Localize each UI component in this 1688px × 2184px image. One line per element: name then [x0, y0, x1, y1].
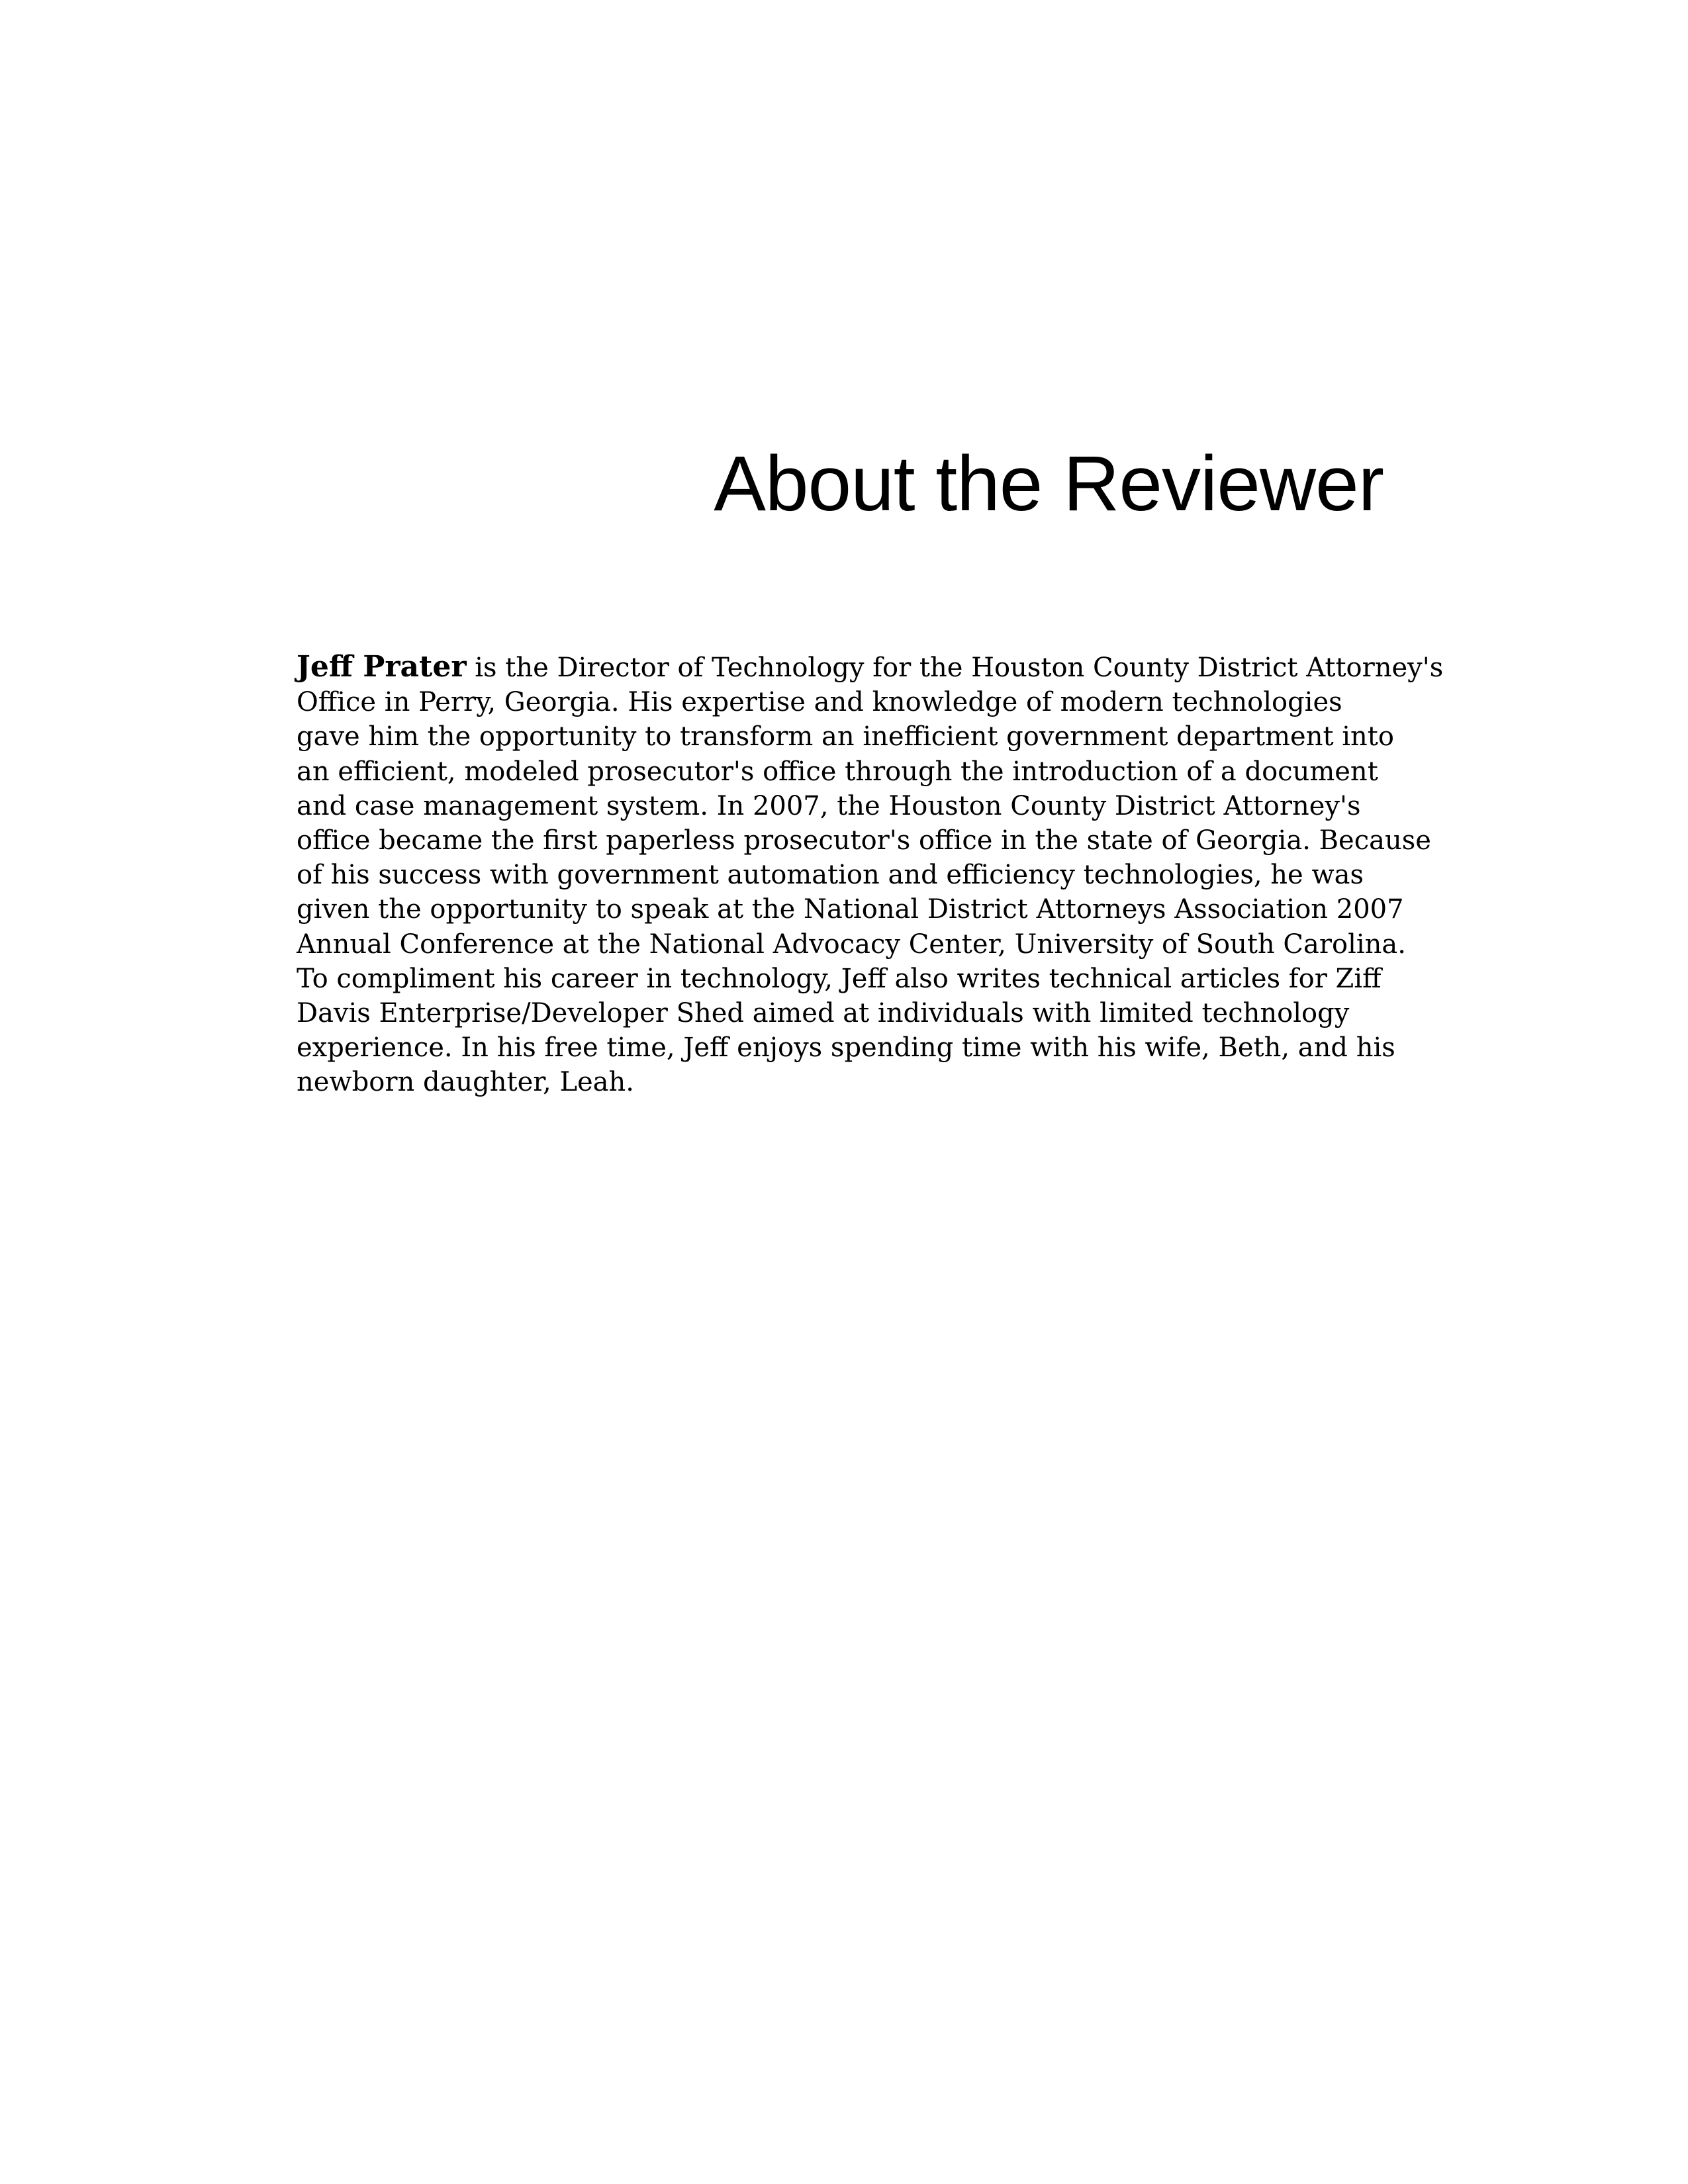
bio-line: an efficient, modeled prosecutor's office through the introduction of a document	[297, 756, 1378, 787]
bio-line: To compliment his career in technology, Jeff also writes technical articles for Ziff	[297, 963, 1382, 994]
bio-line: office became the first paperless prosecutor's office in the state of Georgia. Because	[297, 825, 1431, 856]
bio-line	[297, 650, 1444, 685]
bio-line: gave him the opportunity to transform an inefficient government department into	[297, 721, 1394, 752]
reviewer-name: Jeff Prater	[297, 650, 467, 684]
bio-line: of his success with government automation and efficiency technologies, he was	[297, 860, 1364, 891]
bio-line: Annual Conference at the National Advocacy Center, University of South Carolina.	[297, 929, 1406, 960]
bio-line: and case management system. In 2007, the Houston County District Attorney's	[297, 790, 1361, 821]
page-title: About the Reviewer	[714, 440, 1383, 527]
bio-line: Office in Perry, Georgia. His expertise and knowledge of modern technologies	[297, 687, 1342, 718]
bio-line-text: is the Director of Technology for the Houston County District Attorney's	[466, 653, 1444, 683]
bio-line: experience. In his free time, Jeff enjoys spending time with his wife, Beth, and his	[297, 1032, 1395, 1064]
bio-line: given the opportunity to speak at the National District Attorneys Association 2007	[297, 894, 1404, 925]
bio-line: newborn daughter, Leah.	[297, 1067, 634, 1098]
bio-line: Davis Enterprise/Developer Shed aimed at individuals with limited technology	[297, 998, 1350, 1029]
reviewer-bio	[297, 650, 1444, 1100]
